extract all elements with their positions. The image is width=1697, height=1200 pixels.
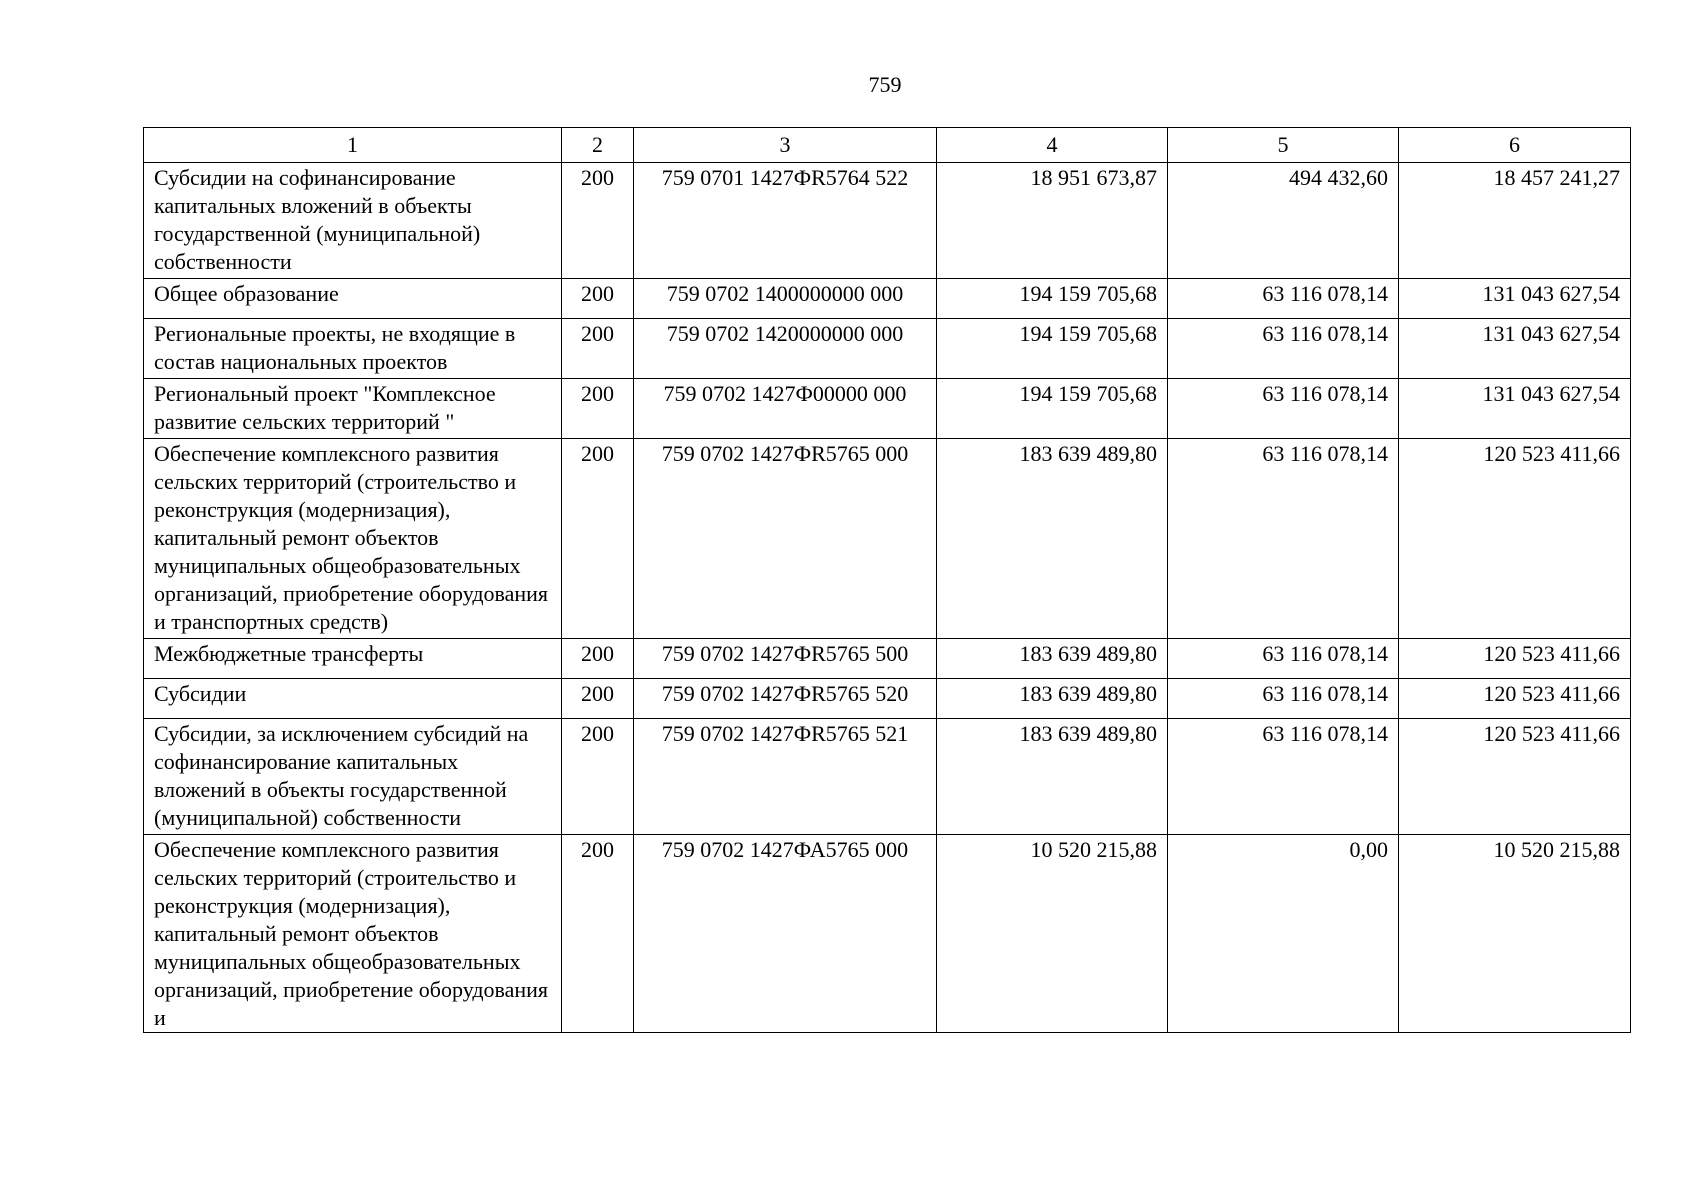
row-amount-col5: 63 116 078,14 [1168, 279, 1399, 319]
row-admin-code: 200 [562, 439, 634, 639]
row-amount-col5: 63 116 078,14 [1168, 439, 1399, 639]
row-amount-col5: 494 432,60 [1168, 163, 1399, 279]
header-row [144, 128, 1631, 163]
row-admin-code: 200 [562, 379, 634, 439]
row-amount-col4: 183 639 489,80 [937, 679, 1168, 719]
row-admin-code: 200 [562, 163, 634, 279]
row-amount-col6: 131 043 627,54 [1399, 319, 1631, 379]
row-admin-code: 200 [562, 719, 634, 835]
row-amount-col4: 194 159 705,68 [937, 379, 1168, 439]
row-amount-col4: 194 159 705,68 [937, 279, 1168, 319]
row-admin-code: 200 [562, 679, 634, 719]
row-amount-col4: 10 520 215,88 [937, 835, 1168, 1033]
row-name: Обеспечение комплексного развития сельских территорий (строительство и реконструкция (модернизация), капитальный ремонт объектов муниципальных общеобразовательных организаций, приобретение оборудования и [154, 837, 549, 1030]
header-col-2: 2 [562, 128, 634, 163]
row-name: Обеспечение комплексного развития сельских территорий (строительство и реконструкция (модернизация), капитальный ремонт объектов муниципальных общеобразовательных организаций, приобретение оборудования и транспортных средств) [144, 439, 562, 639]
row-amount-col6: 120 523 411,66 [1399, 439, 1631, 639]
row-amount-col5: 63 116 078,14 [1168, 639, 1399, 679]
header-col-1: 1 [144, 128, 562, 163]
table-row [144, 279, 1631, 319]
header-col-6: 6 [1399, 128, 1631, 163]
row-budget-code: 759 0702 1420000000 000 [634, 319, 937, 379]
row-name-cell [144, 835, 562, 1033]
row-amount-col5: 0,00 [1168, 835, 1399, 1033]
row-amount-col5: 63 116 078,14 [1168, 379, 1399, 439]
row-amount-col5: 63 116 078,14 [1168, 719, 1399, 835]
row-budget-code: 759 0702 1427ФR5765 520 [634, 679, 937, 719]
row-name: Межбюджетные трансферты [144, 639, 562, 679]
row-budget-code: 759 0702 1427ФR5765 521 [634, 719, 937, 835]
row-budget-code: 759 0702 1427ФR5765 000 [634, 439, 937, 639]
row-budget-code: 759 0702 1427Ф00000 000 [634, 379, 937, 439]
row-name: Субсидии [144, 679, 562, 719]
header-col-5: 5 [1168, 128, 1399, 163]
page-number: 759 [868, 72, 902, 97]
table-row [144, 163, 1631, 279]
table-row [144, 719, 1631, 835]
budget-table [143, 127, 1631, 1033]
table-row [144, 439, 1631, 639]
table-row [144, 639, 1631, 679]
row-admin-code: 200 [562, 639, 634, 679]
row-name: Общее образование [144, 279, 562, 319]
table-row [144, 679, 1631, 719]
row-amount-col5: 63 116 078,14 [1168, 319, 1399, 379]
row-admin-code: 200 [562, 279, 634, 319]
row-admin-code: 200 [562, 319, 634, 379]
row-amount-col4: 183 639 489,80 [937, 639, 1168, 679]
row-amount-col6: 120 523 411,66 [1399, 639, 1631, 679]
header-col-4: 4 [937, 128, 1168, 163]
row-budget-code: 759 0702 1400000000 000 [634, 279, 937, 319]
header-col-3: 3 [634, 128, 937, 163]
row-budget-code: 759 0702 1427ФА5765 000 [634, 835, 937, 1033]
row-amount-col4: 183 639 489,80 [937, 439, 1168, 639]
row-name: Субсидии, за исключением субсидий на софинансирование капитальных вложений в объекты государственной (муниципальной) собственности [144, 719, 562, 835]
row-amount-col6: 120 523 411,66 [1399, 679, 1631, 719]
row-budget-code: 759 0701 1427ФR5764 522 [634, 163, 937, 279]
row-name: Региональный проект "Комплексное развитие сельских территорий " [144, 379, 562, 439]
row-amount-col6: 131 043 627,54 [1399, 279, 1631, 319]
row-amount-col6: 18 457 241,27 [1399, 163, 1631, 279]
table-row [144, 319, 1631, 379]
table-row [144, 835, 1631, 1033]
row-amount-col4: 183 639 489,80 [937, 719, 1168, 835]
row-amount-col6: 10 520 215,88 [1399, 835, 1631, 1033]
table-row [144, 379, 1631, 439]
row-name: Региональные проекты, не входящие в состав национальных проектов [144, 319, 562, 379]
row-name: Субсидии на софинансирование капитальных вложений в объекты государственной (муниципальной) собственности [144, 163, 562, 279]
row-amount-col4: 194 159 705,68 [937, 319, 1168, 379]
row-budget-code: 759 0702 1427ФR5765 500 [634, 639, 937, 679]
row-amount-col4: 18 951 673,87 [937, 163, 1168, 279]
row-admin-code: 200 [562, 835, 634, 1033]
row-amount-col6: 131 043 627,54 [1399, 379, 1631, 439]
row-amount-col5: 63 116 078,14 [1168, 679, 1399, 719]
row-amount-col6: 120 523 411,66 [1399, 719, 1631, 835]
